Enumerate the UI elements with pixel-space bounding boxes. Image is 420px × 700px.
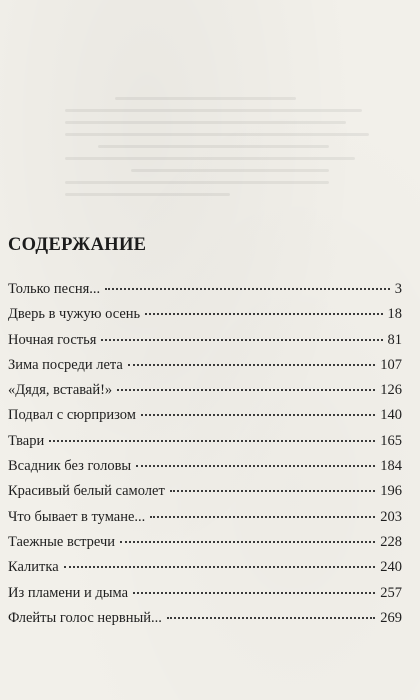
toc-entry [8, 332, 402, 357]
toc-entry-page-number: 257 [380, 584, 402, 601]
dot-leader [117, 389, 375, 391]
dot-leader [136, 465, 375, 467]
toc-entry-page-number: 269 [380, 609, 402, 626]
dot-leader [133, 592, 375, 594]
dot-leader [49, 440, 375, 442]
toc-entry [8, 281, 402, 306]
toc-entry [8, 382, 402, 407]
dot-leader [120, 541, 375, 543]
toc-entry [8, 585, 402, 610]
dot-leader [145, 313, 382, 315]
dot-leader [64, 566, 376, 568]
dot-leader [167, 617, 375, 619]
bleed-through-text [65, 88, 395, 258]
toc-entry-title: Из пламени и дыма [8, 584, 129, 601]
toc-entry [8, 407, 402, 432]
toc-entry-page-number: 184 [380, 458, 402, 475]
toc-entry-page-number: 18 [387, 306, 402, 323]
toc-entry-page-number: 81 [387, 331, 402, 348]
dot-leader [170, 490, 375, 492]
toc-entry-title: Ночная гостья [8, 331, 97, 348]
dot-leader [141, 414, 375, 416]
contents-heading: СОДЕРЖАНИЕ [8, 235, 147, 255]
toc-entry-title: Зима посреди лета [8, 356, 123, 373]
toc-entry [8, 433, 402, 458]
toc-entry [8, 534, 402, 559]
toc-entry-title: Дверь в чужую осень [8, 306, 141, 323]
toc-entry-title: Что бывает в тумане... [8, 508, 146, 525]
dot-leader [128, 364, 375, 366]
toc-entry-title: Только песня... [8, 281, 101, 297]
table-of-contents [8, 281, 402, 635]
toc-entry [8, 559, 402, 584]
toc-entry-page-number: 203 [380, 508, 402, 525]
toc-entry-page-number: 228 [380, 533, 402, 550]
toc-entry [8, 306, 402, 331]
dot-leader [101, 339, 382, 341]
toc-entry-title: «Дядя, вставай!» [8, 382, 113, 399]
dot-leader [150, 516, 375, 518]
toc-entry [8, 610, 402, 635]
toc-entry-title: Флейты голос нервный... [8, 609, 162, 626]
toc-entry-page-number: 240 [380, 559, 402, 576]
toc-entry-title: Всадник без головы [8, 458, 132, 475]
toc-entry-title: Красивый белый самолет [8, 483, 165, 500]
toc-entry-page-number: 165 [380, 432, 402, 449]
toc-entry [8, 509, 402, 534]
toc-entry [8, 357, 402, 382]
toc-entry-page-number: 126 [380, 382, 402, 399]
toc-entry [8, 458, 402, 483]
dot-leader [105, 288, 390, 290]
toc-entry [8, 483, 402, 508]
toc-entry-title: Таежные встречи [8, 533, 116, 550]
toc-entry-title: Калитка [8, 559, 59, 576]
toc-entry-page-number: 196 [380, 483, 402, 500]
toc-entry-title: Твари [8, 432, 45, 449]
toc-entry-page-number: 3 [394, 281, 402, 297]
toc-entry-page-number: 140 [380, 407, 402, 424]
toc-entry-title: Подвал с сюрпризом [8, 407, 136, 424]
toc-entry-page-number: 107 [380, 356, 402, 373]
